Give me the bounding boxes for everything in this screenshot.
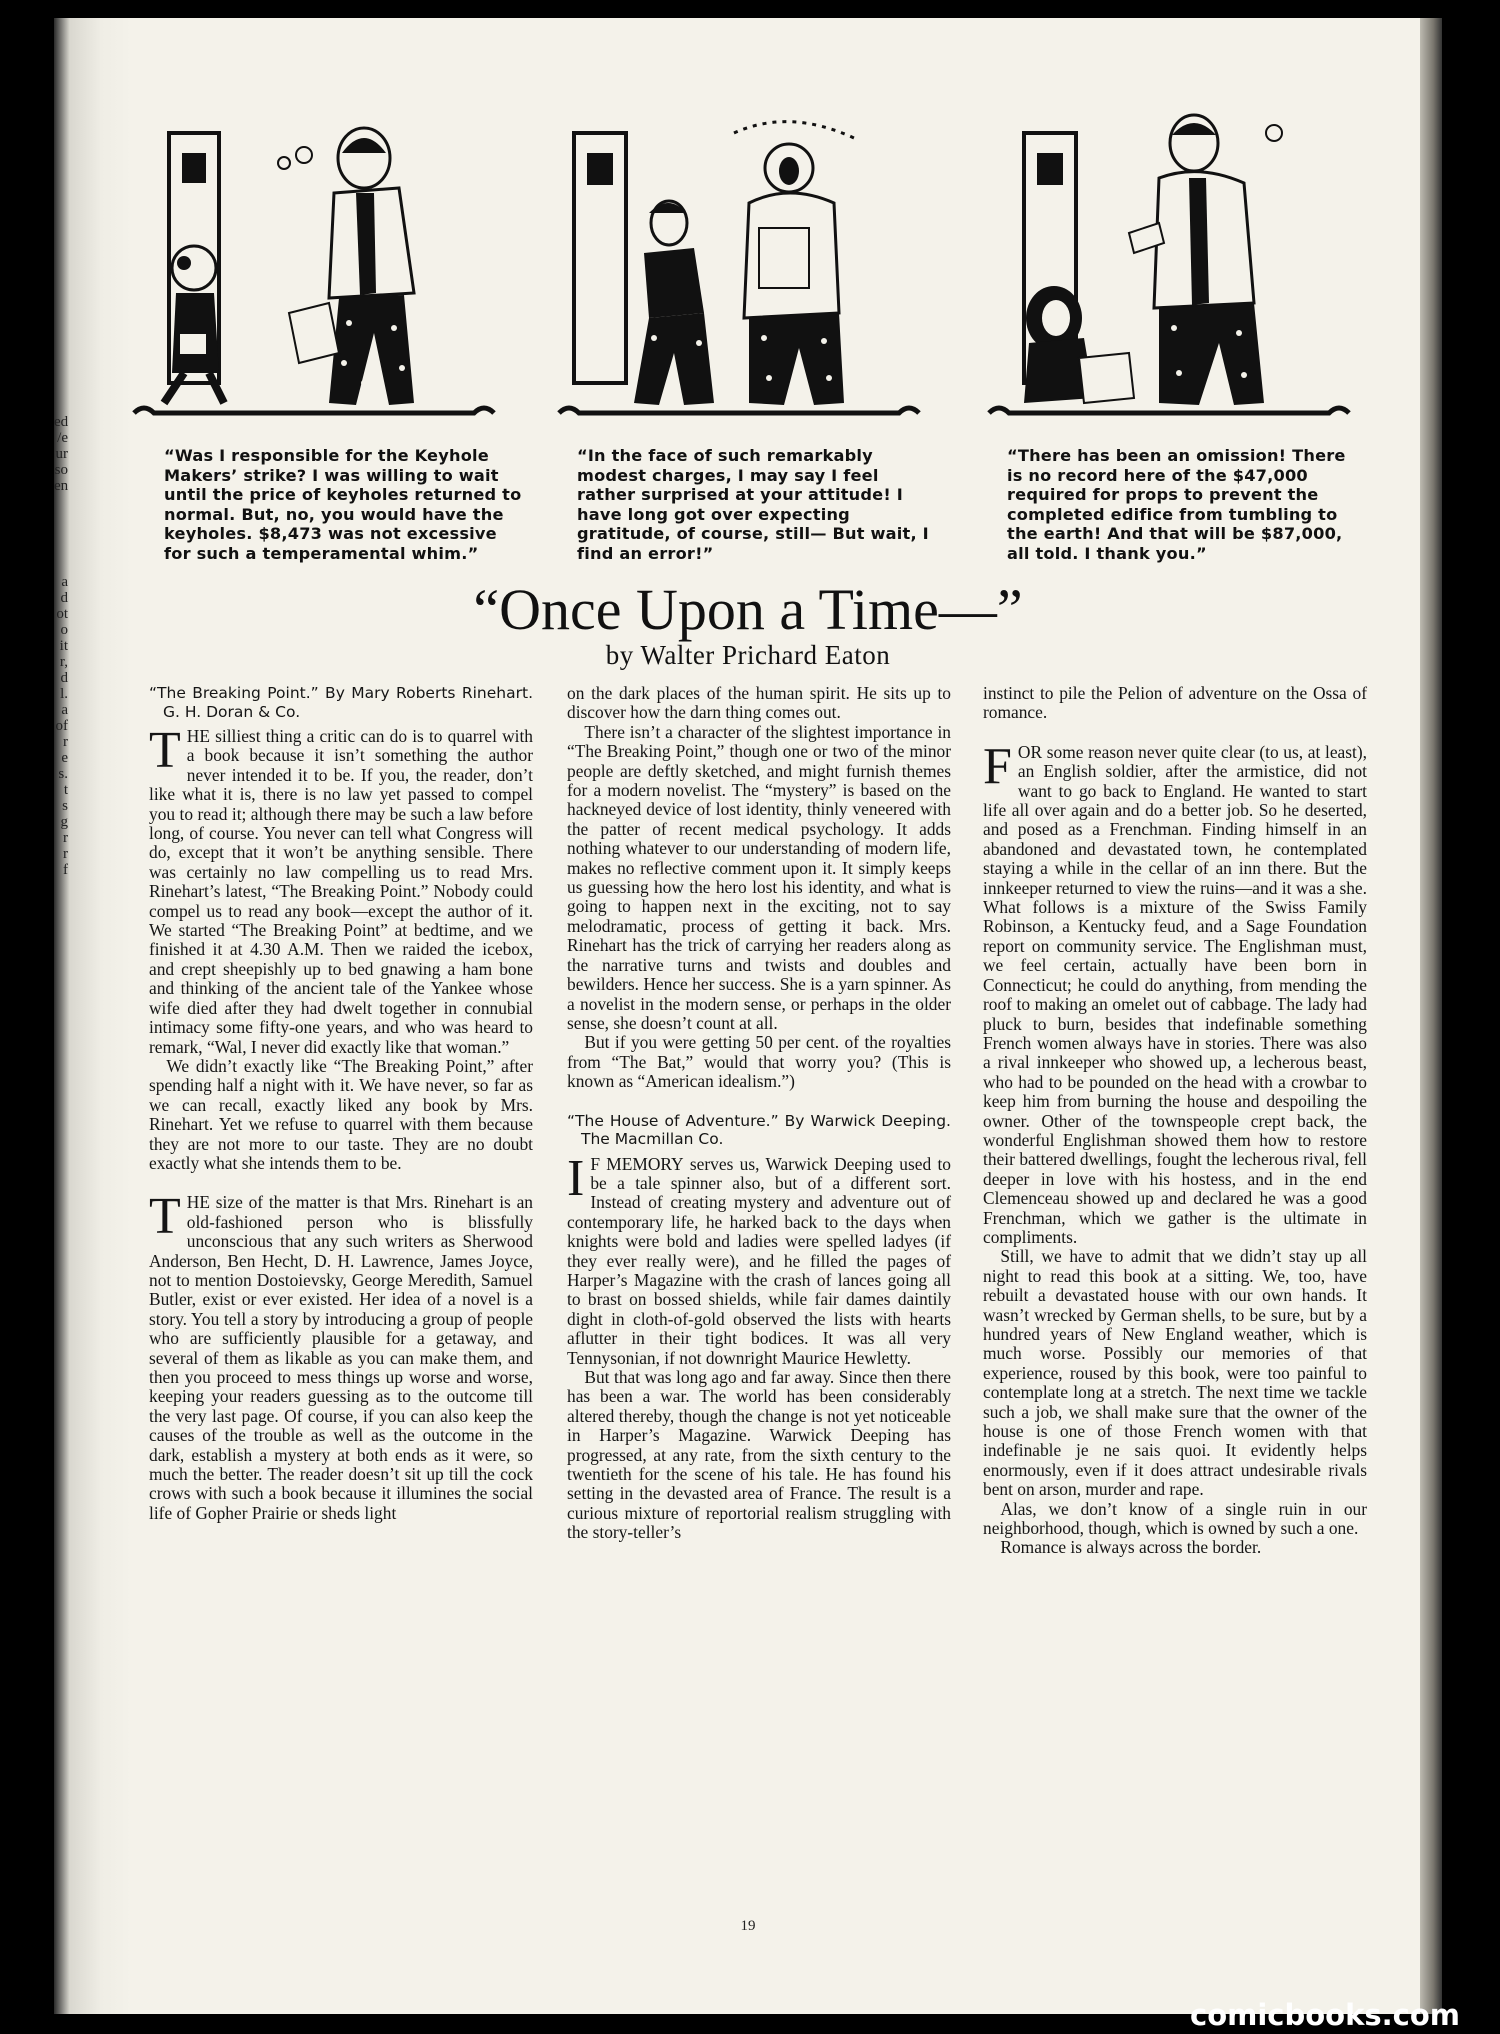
- fragment-line: ot: [56, 606, 68, 622]
- paragraph: on the dark places of the human spirit. He sits up to discover how the darn thing comes out.: [567, 683, 951, 723]
- article-column-3: [983, 684, 1367, 1558]
- fragment-line: r: [63, 830, 68, 846]
- fragment-line: r: [63, 846, 68, 862]
- cartoon-panel-2: [554, 113, 934, 433]
- fragment-line: ur: [55, 446, 68, 462]
- fragment-line: d: [60, 670, 68, 686]
- fragment-line: g: [60, 814, 68, 830]
- fragment-line: ed: [54, 414, 69, 430]
- fragment-line: /e: [57, 430, 68, 446]
- caption-2: “In the face of such remarkably modest charges, I may say I feel rather surprised at your attitude! I have long got over expecting gratitude, of course, still— But wait, I find an error!”: [577, 446, 929, 563]
- fragment-line: [54, 526, 68, 542]
- magazine-page: [54, 18, 1442, 2014]
- fragment-line: en: [54, 478, 69, 494]
- fragment-line: s: [62, 798, 68, 814]
- page-number: 19: [740, 1918, 756, 1934]
- binding-gutter: [54, 18, 132, 2014]
- fragment-line: t: [63, 782, 68, 798]
- article-title: “Once Upon a Time—”: [473, 577, 1023, 642]
- cartoon-panel-1: [124, 113, 504, 433]
- drop-cap: T: [149, 722, 181, 779]
- paragraph: But that was long ago and far away. Since then there has been a war. The world has been considerably altered thereby, though the change is not yet noticeable in Harper’s Magazine. Warwick Deeping has progressed, at any rate, from the sixth century to the twentieth for the scene of his tale. He has found his setting in the devasted area of France. The result is a curious mixture of reportorial realism struggling with the story-teller’s: [567, 1367, 951, 1543]
- fragment-line: a: [61, 702, 68, 718]
- page-edge: [1420, 18, 1442, 2014]
- fragment-line: l.: [60, 686, 68, 702]
- fragment-line: f: [63, 862, 68, 878]
- paragraph: I F MEMORY serves us, Warwick Deeping used to be a tale spinner also, but of a different sort. Instead of creating mystery and adventure out of contemporary life, he harked back to the days when knights were bold and ladies were spelled ladyes (if they ever really were), and he filled the pages of Harper’s Magazine with the crash of lances going all to brast on bossed shields, while fair dames daintily dight in cloth-of-gold observed the lists with hearts aflutter in their tight bodices. It was all very Tennysonian, if not downright Maurice Hewletty.: [567, 1149, 951, 1368]
- fragment-line: e: [61, 750, 68, 766]
- drop-cap: I: [567, 1149, 585, 1207]
- fragment-line: it: [59, 638, 68, 654]
- paragraph: Romance is always across the border.: [1000, 1537, 1262, 1558]
- article-column-2: [567, 684, 951, 1543]
- book-citation: “The House of Adventure.” By Warwick Deeping. The Macmillan Co.: [567, 1111, 951, 1149]
- caption-1: “Was I responsible for the Keyhole Makers’ strike? I was willing to wait until the price of keyholes returned to normal. But, no, you would have the keyholes. $8,473 was not excessive for such a temperamental whim.”: [164, 446, 522, 563]
- paragraph: But if you were getting 50 per cent. of the royalties from “The Bat,” would that worry you? (This is known as “American idealism.”): [567, 1032, 951, 1092]
- cartoon-panel-3: [984, 113, 1364, 433]
- fragment-line: o: [60, 622, 68, 638]
- article-column-1: [149, 684, 533, 1523]
- book-citation: “The Breaking Point.” By Mary Roberts Rinehart. G. H. Doran & Co.: [149, 684, 533, 721]
- paragraph: THE silliest thing a critic can do is to quarrel with a book because it isn’t something the author never intended it to be. If you, the reader, don’t like what it is, there is no law yet passed to compel you to read it; although there may be such a law before long, of course. You never can tell what Congress will do, except that it won’t be anything sensible. There was certainly no law compelling us to read Mrs. Rinehart’s latest, “The Breaking Point.” Nobody could compel us to read any book—except the author of it. We started “The Breaking Point” at bedtime, and we finished it at 4.30 A.M. Then we raided the icebox, and crept sheepishly up to bed gnawing a ham bone and thinking of the ancient tale of the Yankee whose wife died after they had dwelt together in connubial intimacy some fifty-one years, and who was heard to remark, “Wal, I never did exactly like that woman.”: [149, 722, 533, 1057]
- fragment-line: [54, 558, 68, 574]
- fragment-line: [54, 542, 68, 558]
- fragment-line: r,: [59, 654, 68, 670]
- cartoon-strip: [124, 113, 1374, 433]
- fragment-line: a: [61, 574, 68, 590]
- fragment-line: so: [54, 462, 68, 478]
- article-byline: by Walter Prichard Eaton: [605, 640, 891, 670]
- paragraph: Still, we have to admit that we didn’t stay up all night to read this book at a sitting. We, too, have rebuilt a devastated house with our own hands. It wasn’t wrecked by German shells, to be sure, but by a hundred years of New England weather, which is much worse. Possibly our memories of that experience, roused by this book, were too painful to contemplate long at a stretch. The next time we tackle such a job, we shall make sure that the owner of the house is one of those French women with that indefinable je ne sais quoi. It evidently helps enormously, even if it does attract undesirable rivals bent on arson, murder and rape.: [983, 1246, 1367, 1500]
- fragment-line: d: [60, 590, 68, 606]
- fragment-line: r: [63, 734, 68, 750]
- paragraph: instinct to pile the Pelion of adventure on the Ossa of romance.: [983, 683, 1367, 723]
- fragment-line: [54, 510, 68, 526]
- fragment-line: s.: [58, 766, 68, 782]
- drop-cap: T: [149, 1188, 181, 1246]
- paragraph: Alas, we don’t know of a single ruin in our neighborhood, though, which is owned by such a one.: [983, 1498, 1367, 1539]
- watermark: comicbooks.com: [1190, 1998, 1460, 2032]
- paragraph: There isn’t a character of the slightest importance in “The Breaking Point,” though one or two of the minor people are deftly sketched, and might furnish themes for a modern novelist. The “mystery” is based on the hackneyed device of lost identity, thinly veneered with the patter of recent medical psychology. It adds nothing whatever to our understanding of modern life, makes no reflective comment upon it. It simply keeps us guessing how the hero lost his identity, and what is going to happen next in the exciting, not to say melodramatic, process of getting it back. Mrs. Rinehart has the trick of carrying her readers along as the narrative turns and twists and doubles and bewilders. Hence her success. She is a yarn spinner. As a novelist in the modern sense, or perhaps in the older sense, she doesn’t count at all.: [567, 721, 951, 1033]
- paragraph: We didn’t exactly like “The Breaking Point,” after spending half a night with it. We have never, so far as we can recall, exactly liked any book by Mrs. Rinehart. Yet we refuse to quarrel with them because they are not more to our taste. They are no doubt exactly what she intends them to be.: [149, 1055, 533, 1173]
- drop-cap: F: [983, 737, 1012, 795]
- fragment-line: [54, 494, 68, 510]
- paragraph: THE size of the matter is that Mrs. Rinehart is an old-fashioned person who is blissfully unconscious that any such writers as Sherwood Anderson, Ben Hecht, D. H. Lawrence, James Joyce, not to mention Dostoievsky, George Meredith, Samuel Butler, exist or ever existed. Her idea of a novel is a story. You tell a story by introducing a group of people who are sufficiently plausible for a getaway, and several of them as likable as you can make them, and then you proceed to mess things up worse and worse, keeping your readers guessing as to the outcome till the very last page. Of course, if you can also keep the causes of the trouble as well as the outcome in the dark, establish a mystery at both ends as it were, so much the better. The reader doesn’t sit up till the cock crows with such a book because it illumines the social life of Gopher Prairie or sheds light: [149, 1188, 533, 1523]
- fragment-line: of: [55, 718, 68, 734]
- caption-3: “There has been an omission! There is no record here of the $47,000 required for props to prevent the completed edifice from tumbling to the earth! And that will be $87,000, all told. I thank you.”: [1007, 446, 1346, 563]
- paragraph: FOR some reason never quite clear (to us, at least), an English soldier, after the armistice, did not want to go back to England. He wanted to start life all over again and do a better job. So he deserted, and posed as a Frenchman. Finding himself in an abandoned and devastated town, he contemplated staying a while in the cellar of an inn there. But the innkeeper returned to view the ruins—and it was a she. What follows is a mixture of the Swiss Family Robinson, a Kentucky feud, and a Sage Foundation report on community service. The Englishman must, we feel certain, actually have been born in Connecticut; he could do anything, from mending the roof to making an omelet out of cabbage. The lady had pluck to burn, besides that indefinable something French women always have in stories. There was also a rival innkeeper who showed up, a lecherous beast, who had to be pounded on the head with a crowbar to keep him from burning the house and despoiling the owner. Other of the townspeople crept back, the wonderful Englishman showed them how to restore their battered dwellings, fought the lecherous rival, fell deeper in love with his hostess, and in the end Clemenceau showed up and declared he was a good Frenchman, which we gather is the ultimate in compliments.: [983, 737, 1367, 1247]
